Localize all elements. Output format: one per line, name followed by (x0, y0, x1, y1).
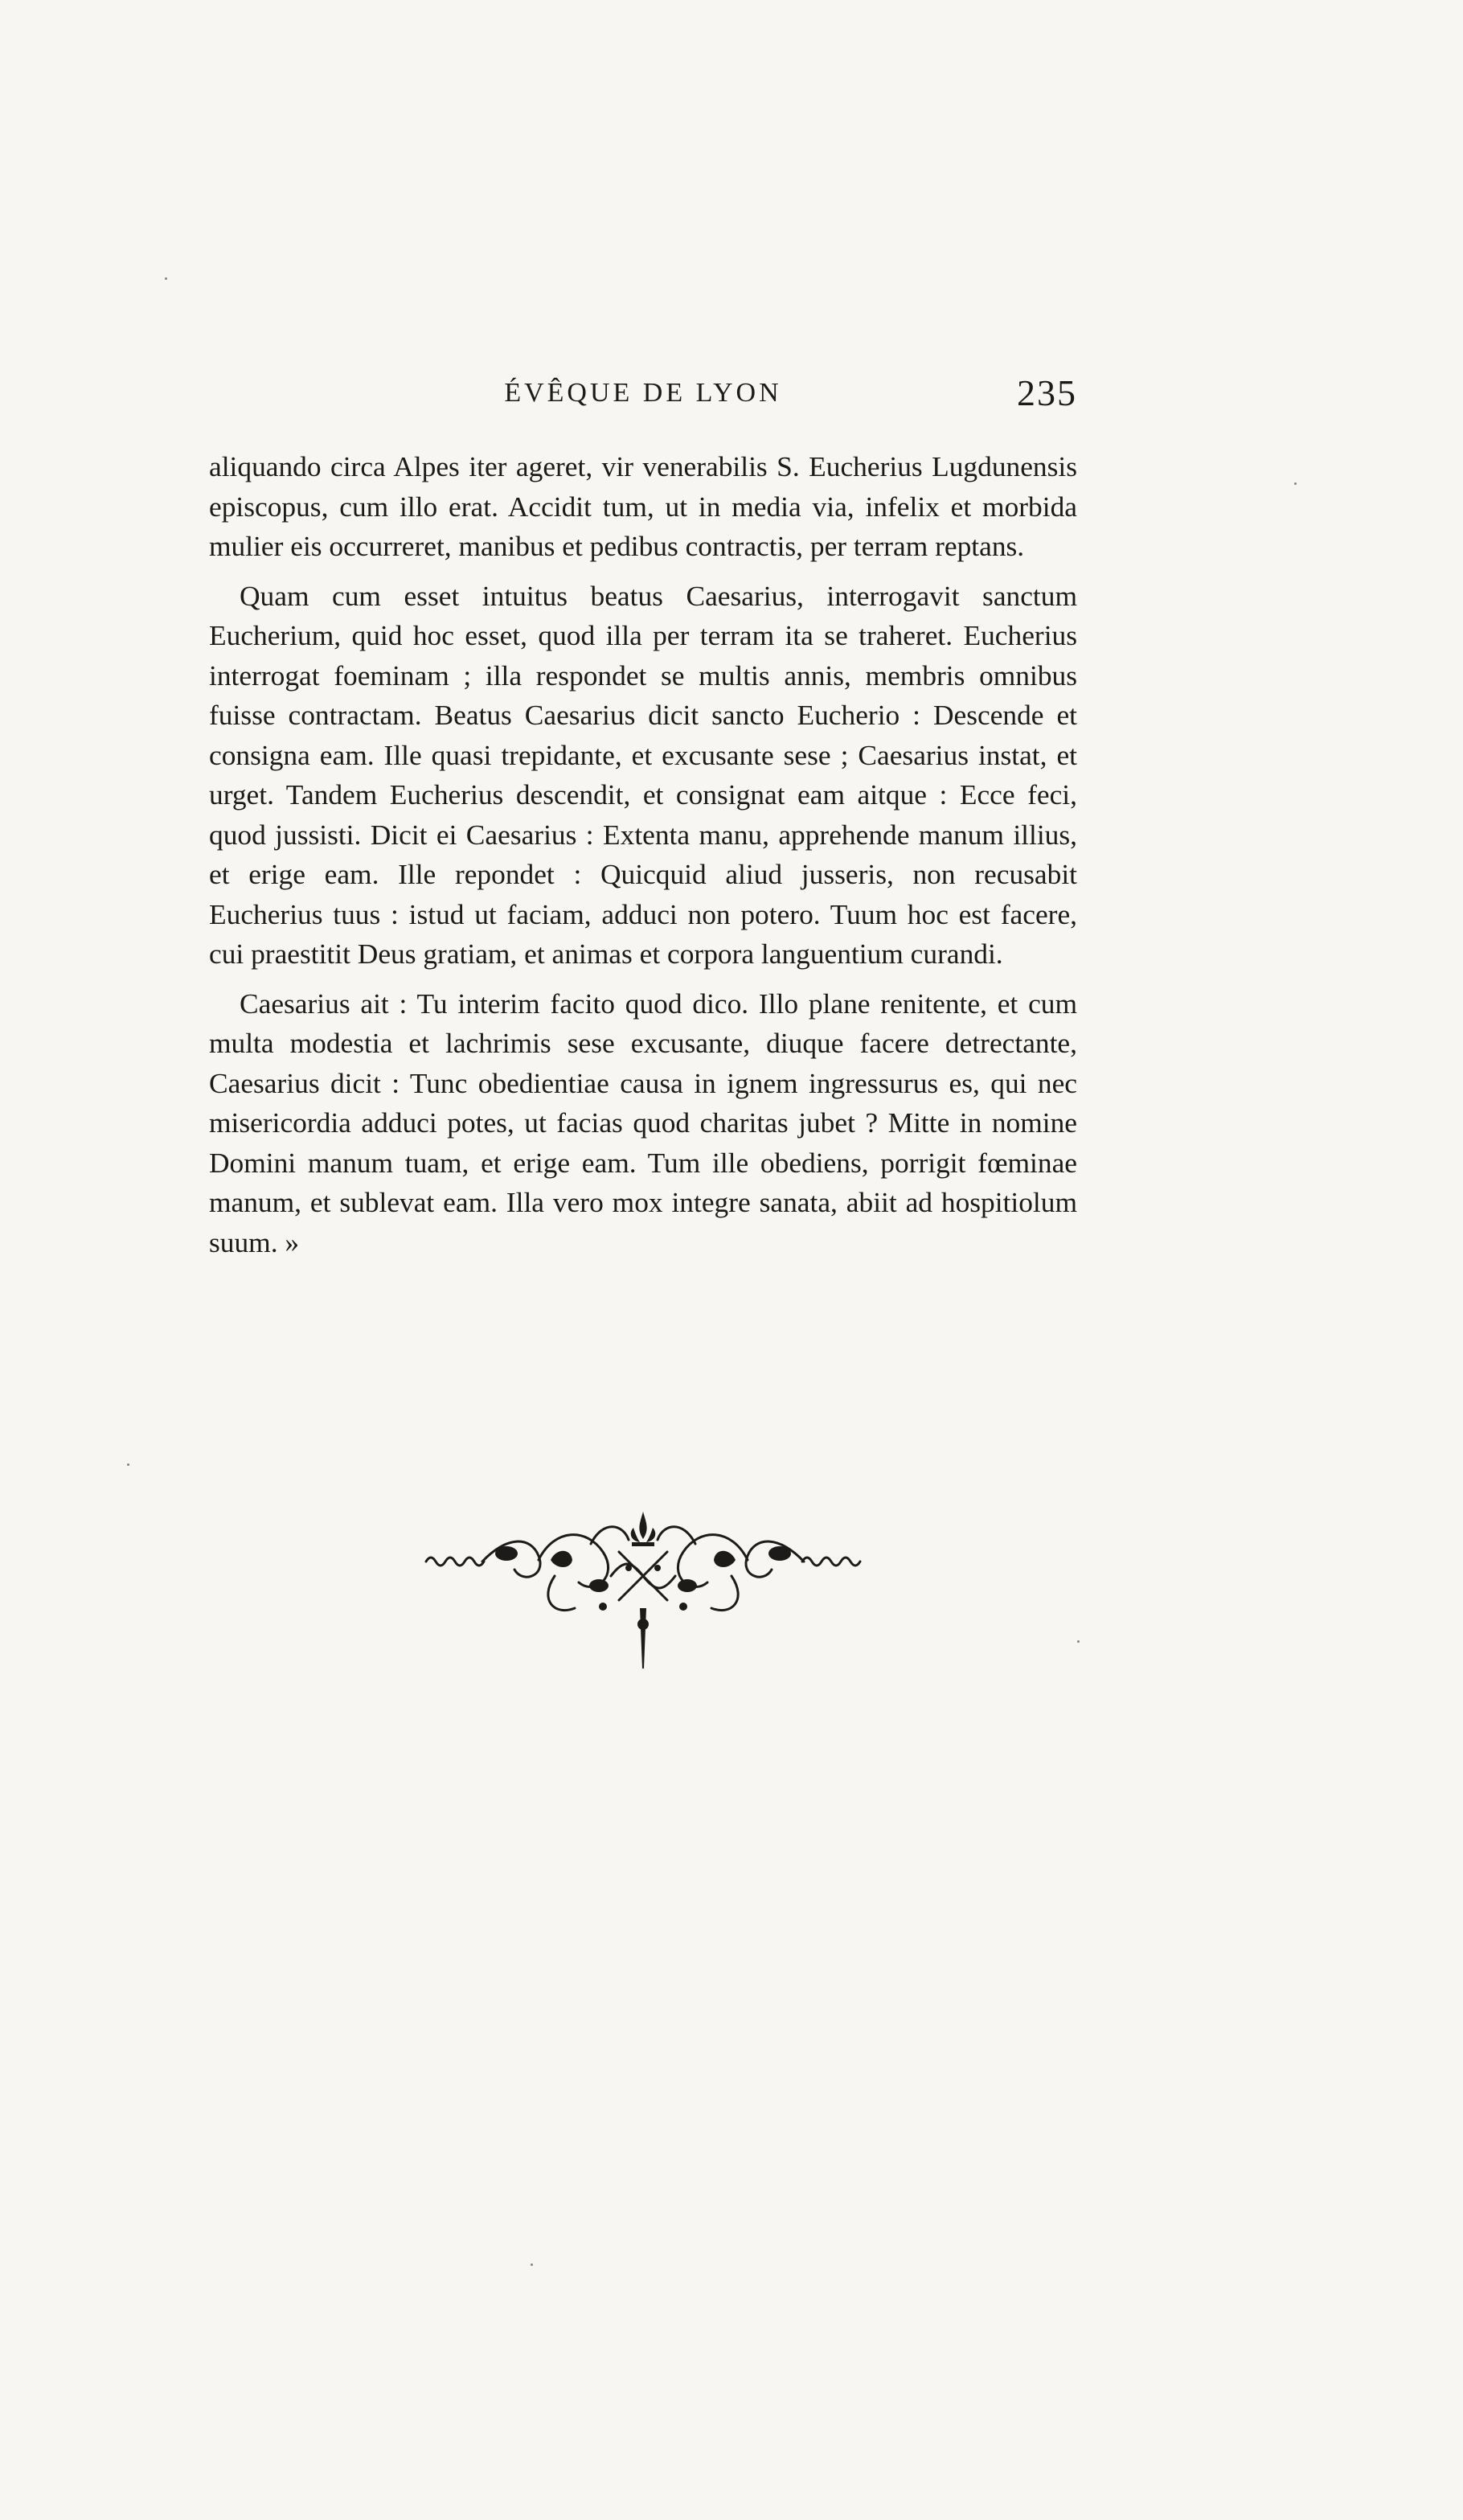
paper-speck (1294, 482, 1297, 485)
fleuron-icon (418, 1512, 868, 1672)
paragraph-1: aliquando circa Alpes iter ageret, vir venerabilis S. Eucherius Lugdunensis episcopus, cum illo erat. Accidit tum, ut in media via, infelix et morbida mulier eis occurreret, manibus et pedibus contractis, per terram reptans. (209, 450, 1077, 562)
paper-speck (165, 277, 167, 280)
fleuron-ornament (418, 1512, 868, 1672)
running-head (209, 372, 1077, 426)
page-number: 235 (1017, 372, 1077, 413)
running-title: ÉVÊQUE DE LYON (504, 378, 782, 408)
paragraph-3: Caesarius ait : Tu interim facito quod dico. Illo plane renitente, et cum multa modestia et lachrimis sese excusante, diuque facere detrectante, Caesarius dicit : Tunc obedientiae causa in ignem ingressurus es, qui nec misericordia adduci potes, ut facias quod charitas jubet ? Mitte in nomine Domini manum tuam, et erige eam. Tum ille obediens, porrigit fœminae manum, et sublevat eam. Illa vero mox integre sanata, abiit ad hospitiolum suum. » (209, 987, 1077, 1258)
paper-speck (1077, 1640, 1080, 1643)
paragraph-2: Quam cum esset intuitus beatus Caesarius, interrogavit sanctum Eucherium, quid hoc esset, quod illa per terram ita se traheret. Eucherius interrogat foeminam ; illa respondet se multis annis, membris omnibus fuisse contractam. Beatus Caesarius dicit sancto Eucherio : Descende et consigna eam. Ille quasi trepidante, et excusante sese ; Caesarius instat, et urget. Tandem Eucherius descendit, et consignat eam aitque : Ecce feci, quod jussisti. Dicit ei Caesarius : Extenta manu, apprehende manum illius, et erige eam. Ille repondet : Quicquid aliud jusseris, non recusabit Eucherius tuus : istud ut faciam, adduci non potero. Tuum hoc est facere, cui praestitit Deus gratiam, et animas et corpora languentium curandi. (209, 579, 1077, 970)
text-block (209, 447, 1077, 1262)
paper-speck (531, 2263, 533, 2266)
paper-speck (127, 1463, 129, 1466)
